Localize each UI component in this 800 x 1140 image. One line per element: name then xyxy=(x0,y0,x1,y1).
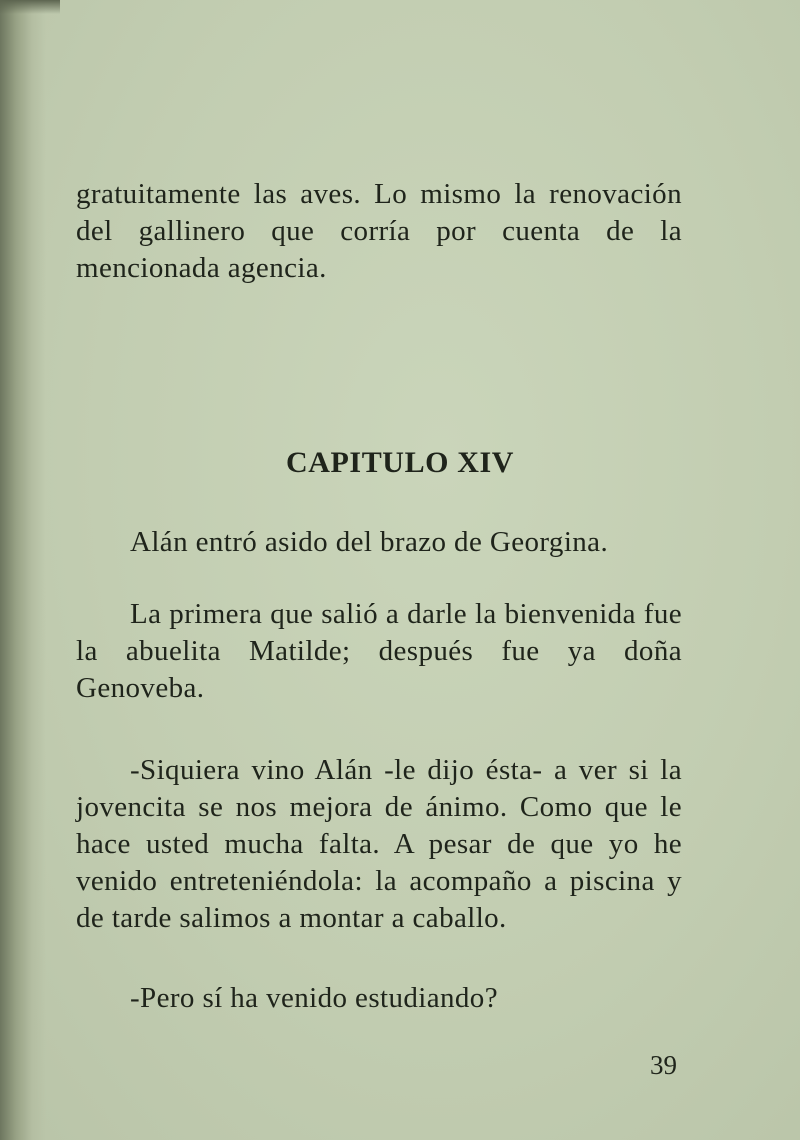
paragraph-2: La primera que salió a darle la bienvenida fue la abuelita Matilde; después fue ya doña Genoveba. xyxy=(76,598,682,704)
paragraph-2-block xyxy=(76,596,682,707)
paragraph-4: -Pero sí ha venido estudiando? xyxy=(130,982,498,1014)
page-number: 39 xyxy=(650,1050,677,1080)
spine-shadow xyxy=(0,0,46,1140)
paragraph-1-block xyxy=(76,524,682,561)
paragraph-4-block xyxy=(76,980,682,1017)
paragraph-3-block xyxy=(76,752,682,937)
paragraph-3: -Siquiera vino Alán -le dijo ésta- a ver si la jovencita se nos mejora de ánimo. Como que le hace usted mucha falta. A pesar de que yo he venido entreteniéndola: la acompaño a piscina y de tarde salimos a montar a caballo. xyxy=(76,754,682,934)
paragraph-continuation-block xyxy=(76,176,682,287)
paragraph-1: Alán entró asido del brazo de Georgina. xyxy=(130,526,609,558)
paragraph-continuation: gratuitamente las aves. Lo mismo la renovación del gallinero que corría por cuenta de la mencionada agencia. xyxy=(76,178,682,284)
chapter-title: CAPITULO XIV xyxy=(285,446,515,479)
page-edge xyxy=(0,0,60,14)
